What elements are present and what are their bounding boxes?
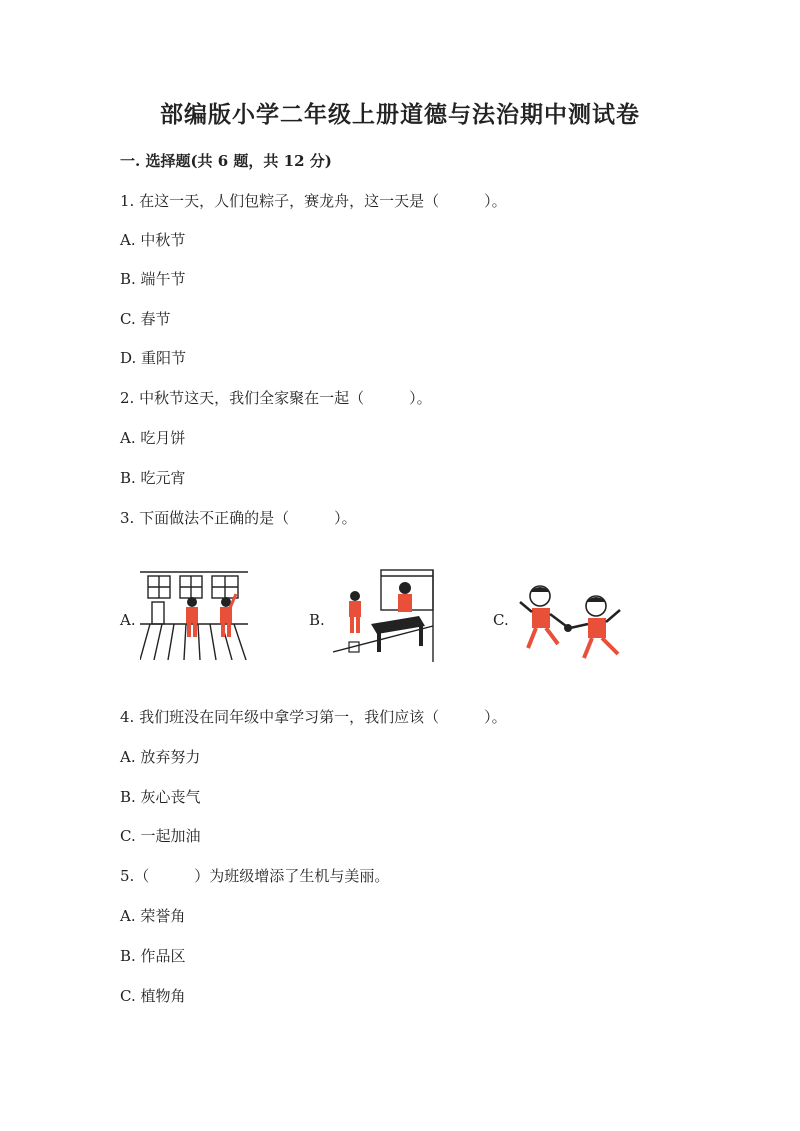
q1-option-c: C. 春节 <box>120 310 171 328</box>
q3-picture-b-label: B. <box>309 611 325 629</box>
q1-option-a: A. 中秋节 <box>120 231 186 249</box>
q3-picture-c-label: C. <box>493 611 509 629</box>
q2-option-b: B. 吃元宵 <box>120 469 186 487</box>
children-fighting-illustration <box>514 582 628 662</box>
question-4-stem: 4. 我们班没在同年级中拿学习第一，我们应该（ ）。 <box>120 708 507 726</box>
question-1-stem: 1. 在这一天，人们包粽子，赛龙舟，这一天是（ ）。 <box>120 192 507 210</box>
q4-option-c: C. 一起加油 <box>120 827 201 845</box>
section-heading: 一. 选择题(共 6 题，共 12 分) <box>120 152 332 170</box>
q3-picture-a-label: A. <box>120 611 136 629</box>
q1-option-d: D. 重阳节 <box>120 349 187 367</box>
question-5-stem: 5.（ ）为班级增添了生机与美丽。 <box>120 867 390 885</box>
q5-option-c: C. 植物角 <box>120 987 186 1005</box>
q5-option-a: A. 荣誉角 <box>120 907 186 925</box>
question-3-stem: 3. 下面做法不正确的是（ ）。 <box>120 509 357 527</box>
q4-option-b: B. 灰心丧气 <box>120 788 201 806</box>
page-title: 部编版小学二年级上册道德与法治期中测试卷 <box>160 101 640 128</box>
q1-option-b: B. 端午节 <box>120 270 186 288</box>
q4-option-a: A. 放弃努力 <box>120 748 201 766</box>
children-cleaning-desk-illustration <box>333 566 437 662</box>
children-wiping-windows-illustration <box>140 568 248 660</box>
q2-option-a: A. 吃月饼 <box>120 429 186 447</box>
question-2-stem: 2. 中秋节这天，我们全家聚在一起（ ）。 <box>120 389 432 407</box>
q5-option-b: B. 作品区 <box>120 947 186 965</box>
